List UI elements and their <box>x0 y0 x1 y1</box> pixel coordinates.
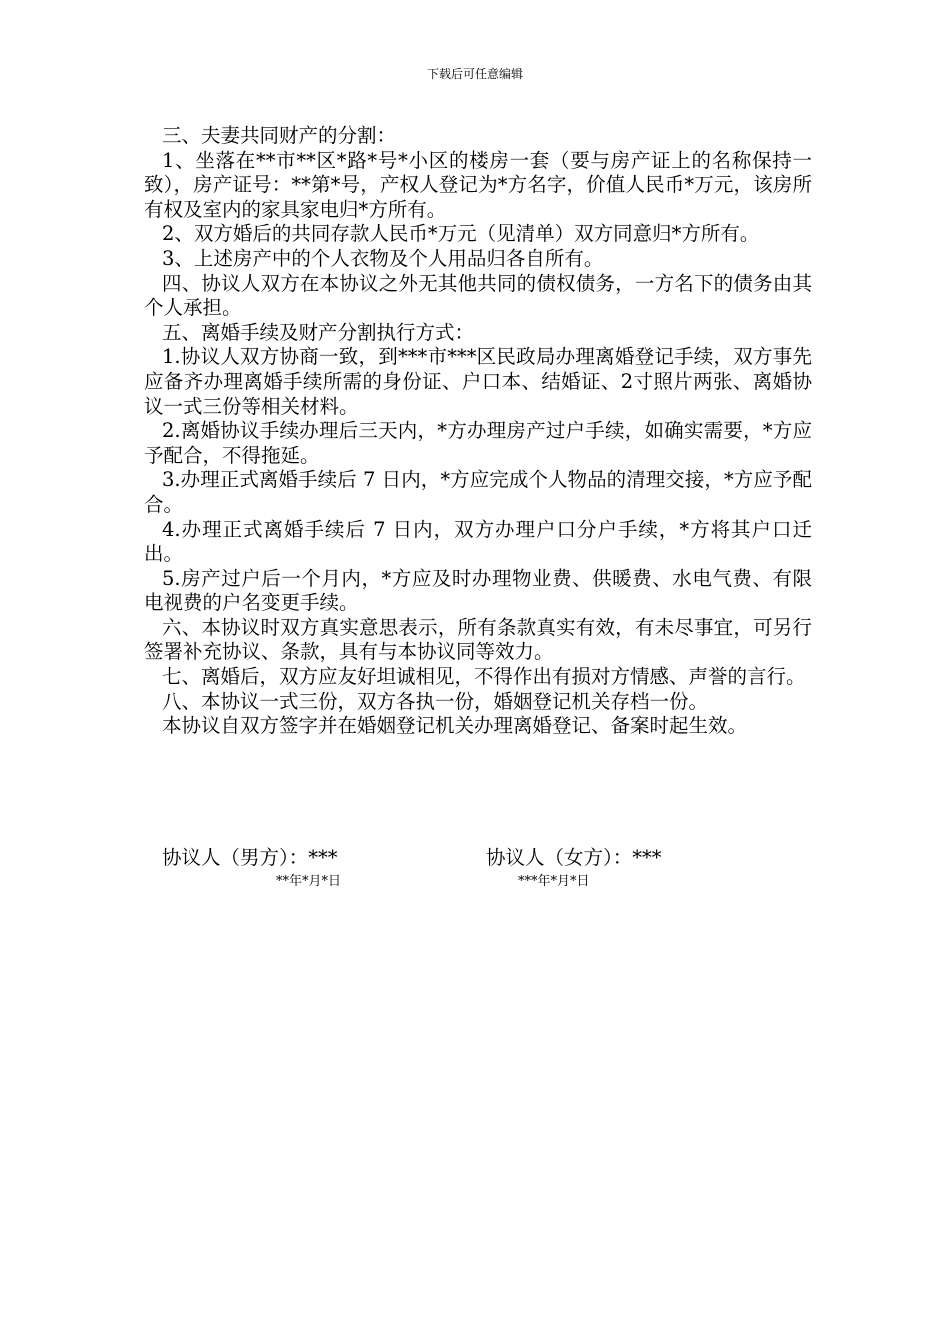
clause-property-transfer: 2.离婚协议手续办理后三天内，*方办理房产过户手续，如确实需要，*方应予配合，不得拖延。 <box>144 419 812 467</box>
female-signature-date: ***年*月*日 <box>518 874 590 889</box>
section-validity: 六、本协议时双方真实意思表示，所有条款真实有效，有未尽事宜，可另行签署补充协议、条款，具有与本协议同等效力。 <box>144 615 812 664</box>
header-note: 下载后可任意编辑 <box>426 67 523 81</box>
male-signature: 协议人（男方）：*** <box>162 846 338 869</box>
clause-belongings-handover: 3.办理正式离婚手续后 7 日内，*方应完成个人物品的清理交接，*方应予配合。 <box>144 468 812 516</box>
clause-personal-items: 3、上述房产中的个人衣物及个人用品归各自所有。 <box>162 246 604 270</box>
effective-clause: 本协议自双方签字并在婚姻登记机关办理离婚登记、备案时起生效。 <box>162 714 748 738</box>
section-heading-execution: 五、离婚手续及财产分割执行方式： <box>162 320 475 344</box>
female-signature: 协议人（女方）：*** <box>486 846 662 869</box>
male-signature-date: **年*月*日 <box>276 874 342 889</box>
clause-registration: 1.协议人双方协商一致，到***市***区民政局办理离婚登记手续，双方事先应备齐办理离婚手续所需的身份证、户口本、结婚证、2寸照片两张、离婚协议一式三份等相关材料。 <box>144 345 812 418</box>
clause-utility-accounts: 5.房产过户后一个月内，*方应及时办理物业费、供暖费、水电气费、有限电视费的户名变更手续。 <box>144 566 812 615</box>
clause-household-registration: 4.办理正式离婚手续后 7 日内，双方办理户口分户手续，*方将其户口迁出。 <box>144 517 812 566</box>
clause-house: 1、坐落在**市**区*路*号*小区的楼房一套（要与房产证上的名称保持一致），房产证号：**第*号，产权人登记为*方名字，价值人民币*万元，该房所有权及室内的家具家电归*方所有。 <box>144 148 812 221</box>
section-copies: 八、本协议一式三份，双方各执一份，婚姻登记机关存档一份。 <box>162 689 709 713</box>
agreement-body <box>144 124 812 739</box>
signature-block <box>162 846 782 906</box>
section-conduct: 七、离婚后，双方应友好坦诚相见，不得作出有损对方情感、声誉的言行。 <box>162 665 806 689</box>
section-debts: 四、协议人双方在本协议之外无其他共同的债权债务，一方名下的债务由其个人承担。 <box>144 271 812 320</box>
clause-savings: 2、双方婚后的共同存款人民币*万元（见清单）双方同意归*方所有。 <box>162 222 760 246</box>
section-heading-property-division: 三、夫妻共同财产的分割： <box>162 124 397 147</box>
